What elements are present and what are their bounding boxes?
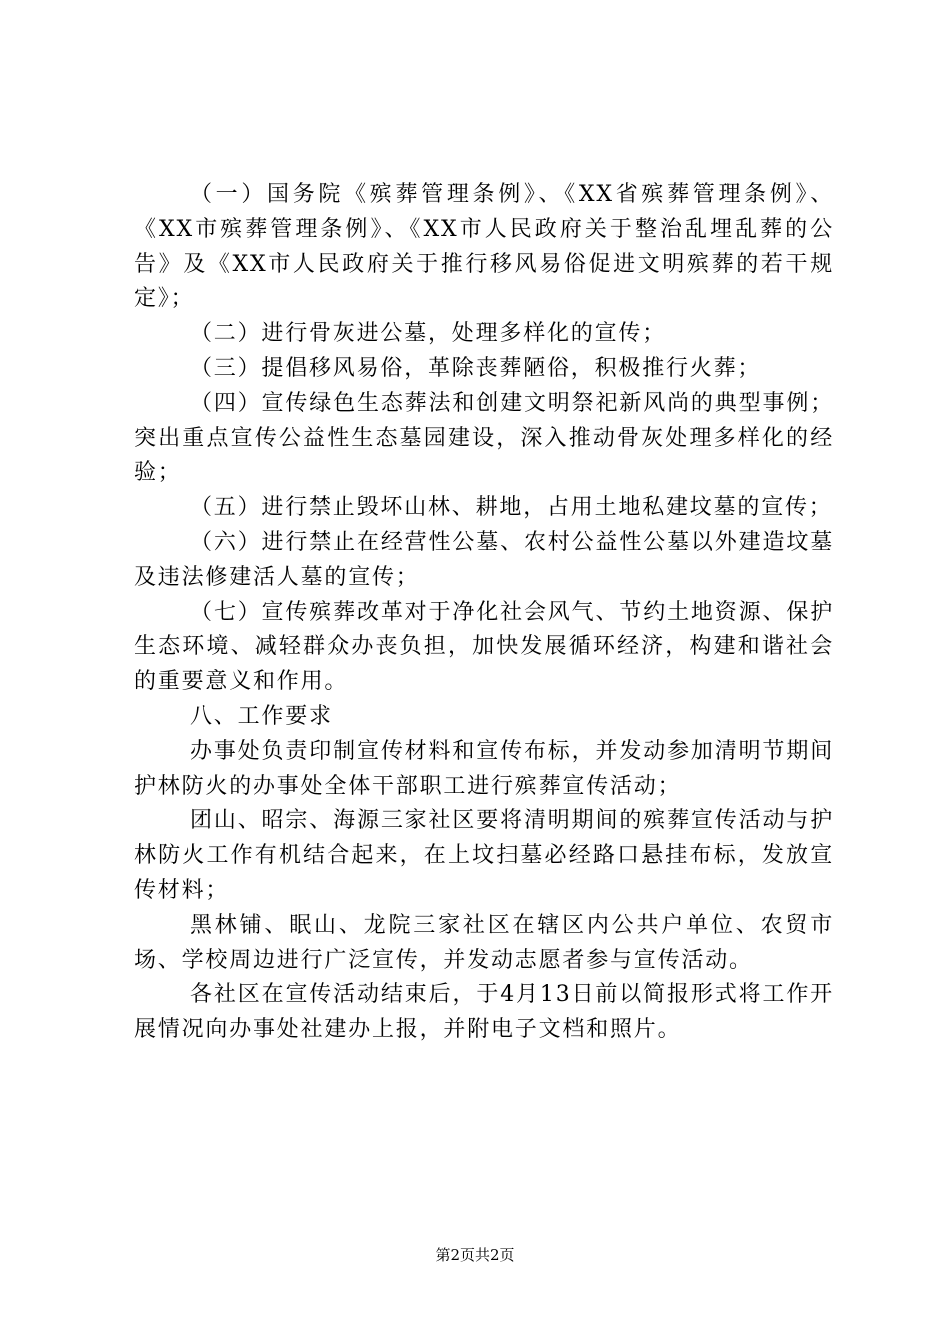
paragraph-item-6: （六）进行禁止在经营性公墓、农村公益性公墓以外建造坟墓及违法修建活人墓的宣传； xyxy=(134,529,834,590)
page-footer xyxy=(0,1245,950,1265)
paragraph-item-5: （五）进行禁止毁坏山林、耕地，占用土地私建坟墓的宣传； xyxy=(190,495,833,521)
paragraph-requirement-3: 黑林铺、眠山、龙院三家社区在辖区内公共户单位、农贸市场、学校周边进行广泛宣传，并发动志愿者参与宣传活动。 xyxy=(134,912,834,973)
paragraph-requirement-4: 各社区在宣传活动结束后，于4月13日前以简报形式将工作开展情况向办事处社建办上报，并附电子文档和照片。 xyxy=(134,982,834,1043)
page-total: 共2页 xyxy=(475,1246,515,1264)
paragraph-item-7: （七）宣传殡葬改革对于净化社会风气、节约土地资源、保护生态环境、减轻群众办丧负担，加快发展循环经济，构建和谐社会的重要意义和作用。 xyxy=(134,599,834,695)
paragraph-item-2: （二）进行骨灰进公墓，处理多样化的宣传； xyxy=(190,321,667,347)
paragraph-item-3: （三）提倡移风易俗，革除丧葬陋俗，积极推行火葬； xyxy=(190,355,762,381)
paragraph-regulations: （一）国务院《殡葬管理条例》、《XX省殡葬管理条例》、《XX市殡葬管理条例》、《XX市人民政府关于整治乱埋乱葬的公告》及《XX市人民政府关于推行移风易俗促进文明殡葬的若干规定》； xyxy=(134,182,834,312)
paragraph-requirement-2: 团山、昭宗、海源三家社区要将清明期间的殡葬宣传活动与护林防火工作有机结合起来，在上坟扫墓必经路口悬挂布标，发放宣传材料； xyxy=(134,808,834,903)
section-heading-requirements: 八、工作要求 xyxy=(190,703,333,729)
document-body xyxy=(134,178,834,1048)
paragraph-item-4: （四）宣传绿色生态葬法和创建文明祭祀新风尚的典型事例；突出重点宣传公益性生态墓园建设，深入推动骨灰处理多样化的经验； xyxy=(134,390,834,486)
page-number: 第2页 xyxy=(435,1246,475,1264)
paragraph-requirement-1: 办事处负责印制宣传材料和宣传布标，并发动参加清明节期间护林防火的办事处全体干部职工进行殡葬宣传活动； xyxy=(134,738,834,799)
